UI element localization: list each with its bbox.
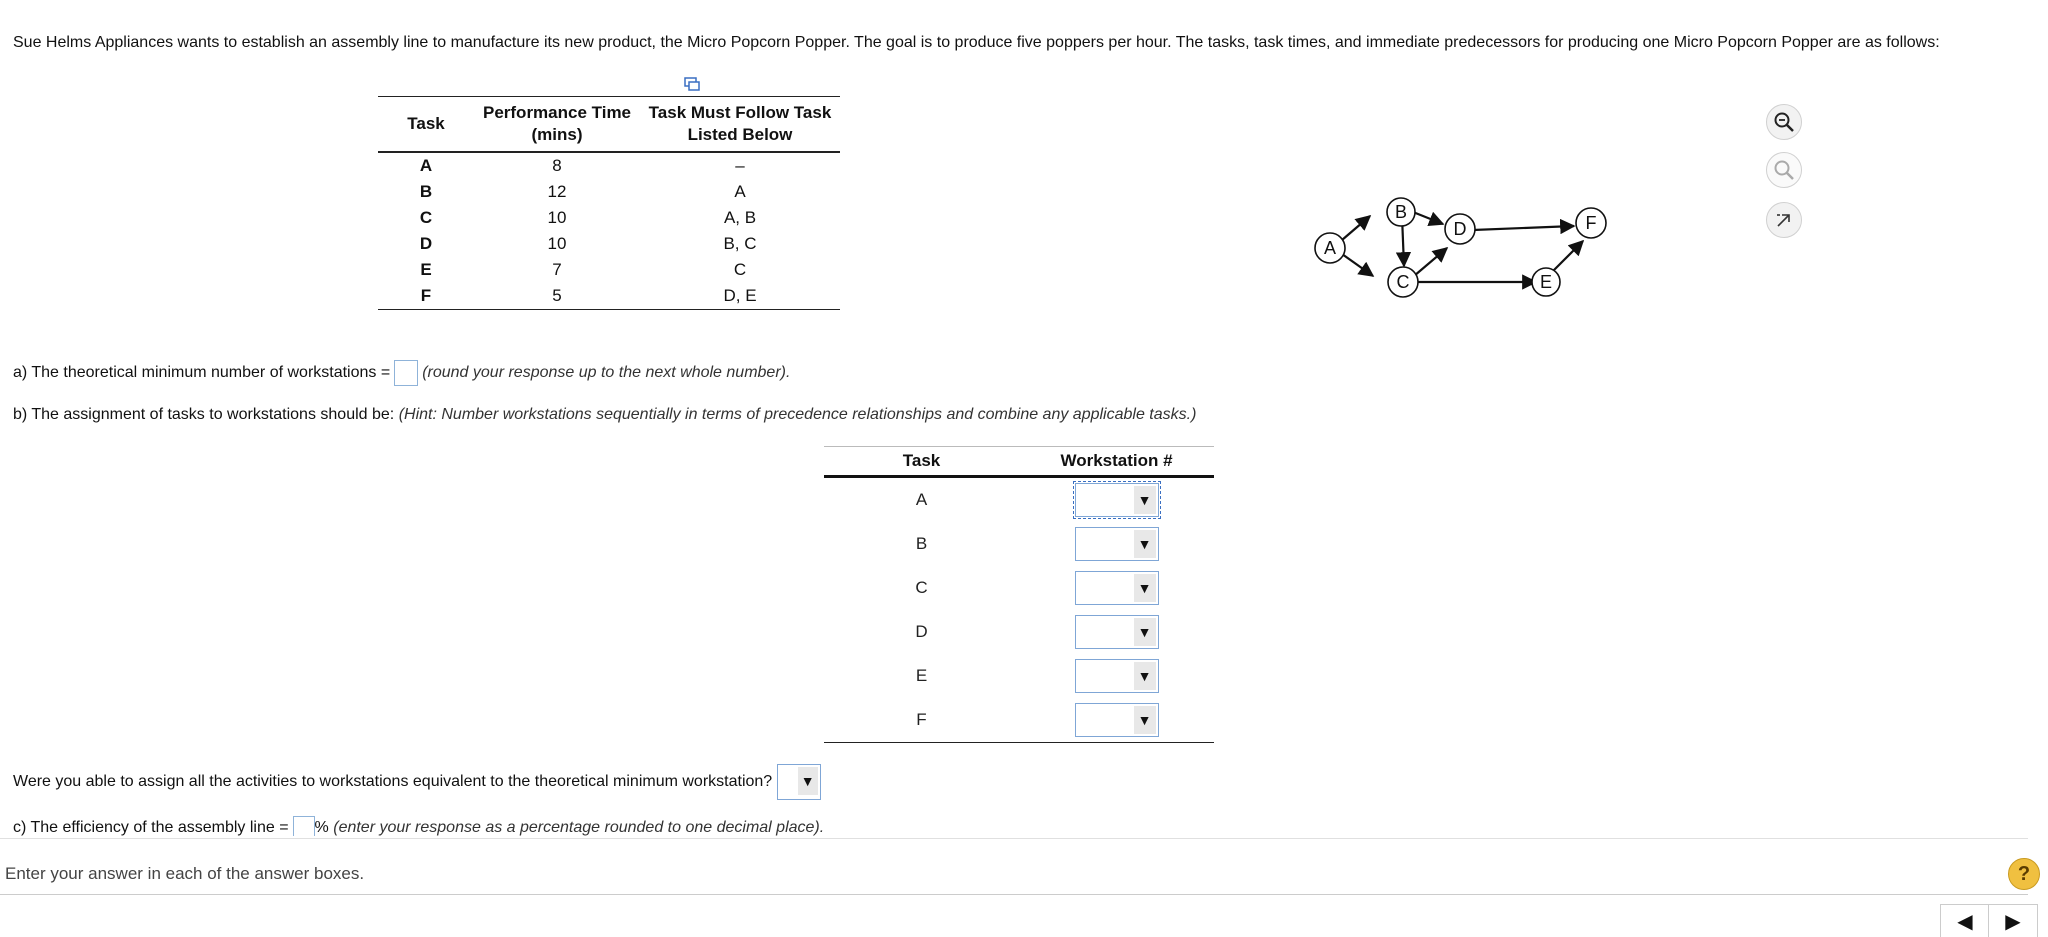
dropdown-arrow-icon: ▼ xyxy=(798,767,818,795)
header-follows: Task Must Follow Task Listed Below xyxy=(640,97,840,153)
task-cell: D xyxy=(419,234,433,253)
dropdown-arrow-icon: ▼ xyxy=(1134,662,1156,690)
zoom-out-button[interactable] xyxy=(1766,152,1802,188)
edge-a-b xyxy=(1342,216,1370,240)
theoretical-min-question xyxy=(13,764,821,800)
node-label: F xyxy=(1585,213,1597,233)
task-cell: B xyxy=(419,182,433,201)
task-cell: A xyxy=(419,156,433,175)
table-row xyxy=(824,698,1214,743)
problem-statement: Sue Helms Appliances wants to establish an assembly line to manufacture its new product, the Micro Popcorn Popper. The goal is to produce five poppers per hour. The tasks, task times, and immediate predecessors for producing one Micro Popcorn Popper are as follows: xyxy=(13,34,1940,51)
task-table xyxy=(378,96,840,310)
node-label: C xyxy=(1396,272,1410,292)
node-label: E xyxy=(1539,272,1553,292)
min-workstations-input[interactable] xyxy=(394,360,418,386)
workstation-select-b[interactable] xyxy=(1075,527,1159,561)
copy-table-icon[interactable] xyxy=(684,77,700,91)
zoom-in-icon xyxy=(1773,111,1795,133)
table-row xyxy=(378,179,840,205)
edge-b-d xyxy=(1413,212,1443,224)
follows-cell: D, E xyxy=(640,283,840,310)
header-time: Performance Time (mins) xyxy=(474,97,640,153)
task-cell: C xyxy=(419,208,433,227)
node-label: B xyxy=(1394,202,1408,222)
assign-header-workstation: Workstation # xyxy=(1019,447,1214,477)
time-cell: 8 xyxy=(552,156,562,175)
edge-d-f xyxy=(1473,226,1574,230)
assign-task: D xyxy=(915,622,928,641)
dropdown-arrow-icon: ▼ xyxy=(1134,706,1156,734)
workstation-select-f[interactable] xyxy=(1075,703,1159,737)
node-label: A xyxy=(1323,238,1337,258)
dropdown-arrow-icon: ▼ xyxy=(1134,618,1156,646)
workstation-select-d[interactable] xyxy=(1075,615,1159,649)
time-cell: 7 xyxy=(552,260,562,279)
footer-divider-top xyxy=(0,838,2028,839)
assign-task: E xyxy=(915,666,928,685)
theoretical-min-text: Were you able to assign all the activities to workstations equivalent to the theoretical minimum workstation? xyxy=(13,773,773,791)
time-cell: 10 xyxy=(547,208,567,227)
time-cell: 5 xyxy=(474,283,640,310)
question-c-text: c) The efficiency of the assembly line = xyxy=(13,819,289,837)
table-row xyxy=(824,654,1214,698)
table-row xyxy=(824,522,1214,566)
question-a-hint: (round your response up to the next whole number). xyxy=(422,364,791,382)
workstation-select-a[interactable] xyxy=(1075,483,1159,517)
question-b xyxy=(13,406,1196,424)
follows-cell: B, C xyxy=(723,234,757,253)
assignment-table xyxy=(824,446,1214,743)
table-row xyxy=(378,205,840,231)
answer-instruction: Enter your answer in each of the answer boxes. xyxy=(5,864,365,883)
table-row xyxy=(824,566,1214,610)
edge-c-d xyxy=(1414,248,1447,276)
assign-task: F xyxy=(824,698,1019,743)
dropdown-arrow-icon: ▼ xyxy=(1134,486,1156,514)
zoom-in-button[interactable] xyxy=(1766,104,1802,140)
question-c-hint: (enter your response as a percentage rounded to one decimal place). xyxy=(333,819,825,837)
footer-divider xyxy=(0,894,2028,895)
table-row xyxy=(378,231,840,257)
follows-cell: A, B xyxy=(723,208,757,227)
help-button[interactable]: ? xyxy=(2008,858,2040,890)
time-cell: 12 xyxy=(547,182,567,201)
yes-no-select[interactable] xyxy=(777,764,821,800)
time-cell: 10 xyxy=(547,234,567,253)
follows-cell: A xyxy=(734,182,746,201)
assign-task: A xyxy=(915,490,928,509)
follows-cell: – xyxy=(735,156,745,175)
percent-sign: % xyxy=(314,819,329,837)
task-cell: F xyxy=(378,283,474,310)
popout-button[interactable] xyxy=(1766,202,1802,238)
dropdown-arrow-icon: ▼ xyxy=(1134,574,1156,602)
table-row xyxy=(824,610,1214,654)
previous-button[interactable]: ◀ xyxy=(1940,904,1990,937)
assign-task: C xyxy=(915,578,928,597)
table-row xyxy=(824,477,1214,523)
node-label: D xyxy=(1453,219,1467,239)
assign-task: B xyxy=(915,534,928,553)
question-a-text: a) The theoretical minimum number of workstations = xyxy=(13,364,391,382)
table-row xyxy=(378,152,840,179)
popout-icon xyxy=(1774,210,1794,230)
question-b-text: b) The assignment of tasks to workstations should be: xyxy=(13,406,395,423)
table-row xyxy=(378,283,840,310)
zoom-out-icon xyxy=(1773,159,1795,181)
task-cell: E xyxy=(420,260,432,279)
follows-cell: C xyxy=(733,260,747,279)
table-row xyxy=(378,257,840,283)
next-button[interactable]: ▶ xyxy=(1988,904,2038,937)
workstation-select-c[interactable] xyxy=(1075,571,1159,605)
header-task: Task xyxy=(378,97,474,153)
question-a xyxy=(13,360,790,386)
question-b-hint: (Hint: Number workstations sequentially in terms of precedence relationships and combine any applicable tasks.) xyxy=(398,406,1197,423)
edge-a-c xyxy=(1342,254,1373,276)
dropdown-arrow-icon: ▼ xyxy=(1134,530,1156,558)
workstation-select-e[interactable] xyxy=(1075,659,1159,693)
precedence-diagram xyxy=(1310,186,1640,304)
assign-header-task: Task xyxy=(824,447,1019,477)
